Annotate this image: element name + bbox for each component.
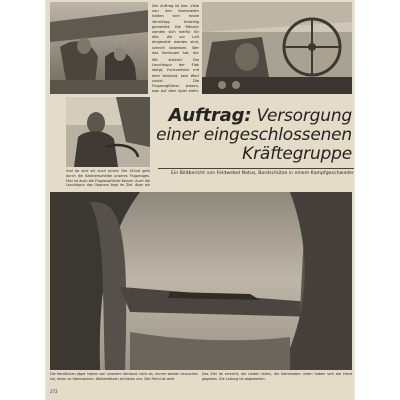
photo-pilot — [66, 97, 150, 167]
page-number: 272 — [50, 389, 58, 394]
intro-text-1: Der Auftrag ist klar. Viele von den Kameraden hatten sich heute Vormittag freiwillig gemeldet. Die Männer werden sich hierfür für alle, die zur Luft eingesetzt worden sind, schnell beweisen. Wer das Vertrauen hat, der — [152, 4, 199, 55]
pilot-caption: Und da sind sie auch schon! Der Schuß geht durch die Kabinenscheibe unseres Flugzeuges. Hier ist auch die Flugzeugführer-Kanzel. Auch die Leuchtspur des Gegners liegt im Ziel. Aber wir — [66, 169, 150, 188]
headline-line1: Versorgung — [256, 106, 352, 126]
magazine-page — [46, 0, 354, 400]
headline-line2: einer eingeschlossenen — [156, 125, 352, 145]
photo-aircraft-view — [50, 192, 352, 370]
intro-text-2: Wir starten! Die Leuchtspur der Flak steigt, Funkverkehr mit dem Verband, kein Wort zuviel. Die Flugzeugführer wissen, was auf dem Spiel steht. — [152, 58, 199, 94]
photo-crew-loading — [50, 2, 148, 94]
subtitle: Ein Bildbericht von Feldwebel Natus, Bordschütze in einem Kampfgeschwader — [171, 171, 354, 176]
headline-keyword: Auftrag: — [168, 105, 252, 126]
headline-line3: Kräftegruppe — [242, 144, 352, 164]
headline — [156, 106, 352, 164]
photo-cockpit — [202, 2, 352, 94]
bottom-caption-right: Das Ziel ist erreicht, die Lasten fallen, die Kameraden unten haben sich die Hand gegeben. Die Ladung ist abgeworfen. — [202, 372, 352, 381]
headline-rule — [158, 168, 354, 169]
bottom-caption-left: Die feindlichen Jäger haben von unserem Verband nicht ab, immer wieder versuchen sie, einen zu überraschen. Wolkenfetzen schützen uns. Der Feind ist weit. — [50, 372, 198, 381]
